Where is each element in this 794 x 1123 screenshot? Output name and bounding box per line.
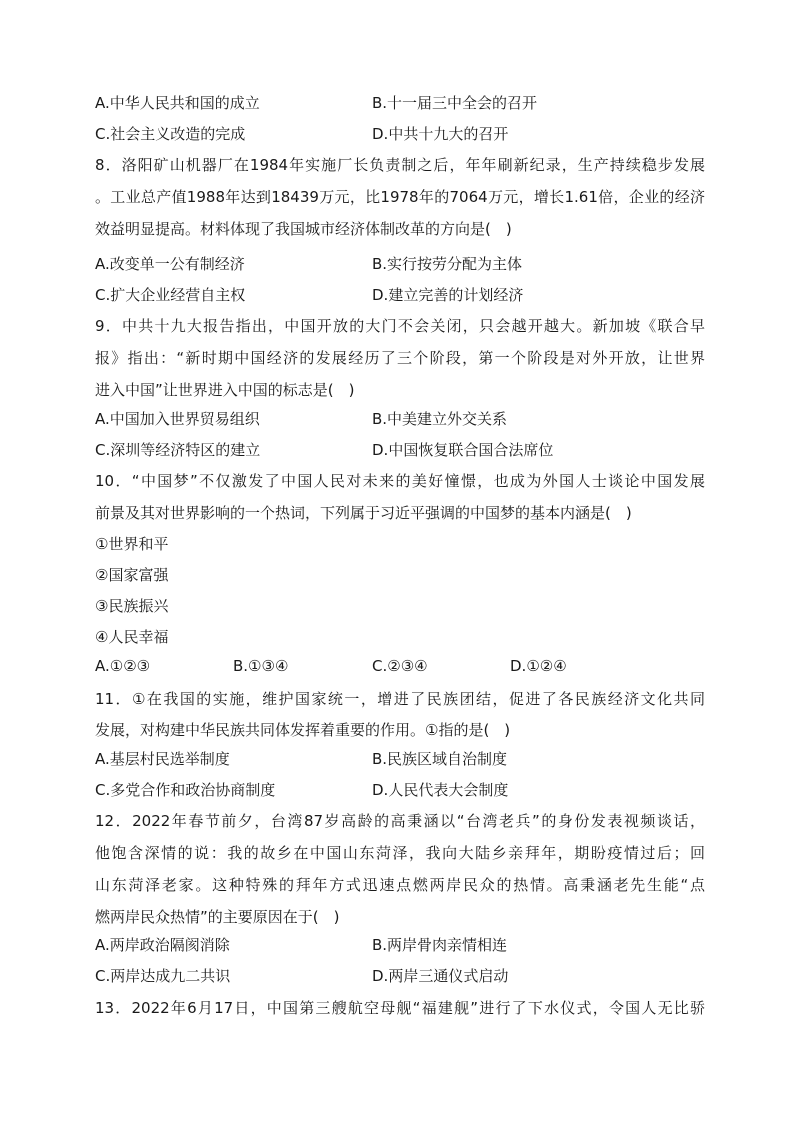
q7-option-c[interactable]: C.社会主义改造的完成 xyxy=(95,125,246,143)
q8-stem-line-1: 8．洛阳矿山机器厂在1984年实施厂长负责制之后，年年刷新纪录，生产持续稳步发展 xyxy=(95,156,705,174)
q12-stem-line-2: 他饱含深情的说：我的故乡在中国山东菏泽，我向大陆乡亲拜年，期盼疫情过后；回 xyxy=(95,844,705,862)
q10-item-3: ③民族振兴 xyxy=(95,597,169,615)
q8-option-a[interactable]: A.改变单一公有制经济 xyxy=(95,255,245,273)
q10-option-b[interactable]: B.①③④ xyxy=(233,657,289,675)
q9-option-d[interactable]: D.中国恢复联合国合法席位 xyxy=(372,441,554,459)
q10-stem-line-2: 前景及其对世界影响的一个热词，下列属于习近平强调的中国梦的基本内涵是( ) xyxy=(95,504,632,522)
q12-option-b[interactable]: B.两岸骨肉亲情相连 xyxy=(372,936,508,954)
q11-option-a[interactable]: A.基层村民选举制度 xyxy=(95,750,230,768)
q11-stem-line-2: 发展，对构建中华民族共同体发挥着重要的作用。①指的是( ) xyxy=(95,721,511,739)
q10-item-2: ②国家富强 xyxy=(95,566,169,584)
q10-option-d[interactable]: D.①②④ xyxy=(510,657,567,675)
q11-option-d[interactable]: D.人民代表大会制度 xyxy=(372,781,509,799)
q12-stem-line-1: 12．2022年春节前夕，台湾87岁高龄的高秉涵以“台湾老兵”的身份发表视频谈话， xyxy=(95,812,705,830)
q8-option-d[interactable]: D.建立完善的计划经济 xyxy=(372,286,524,304)
q11-stem-line-1: 11．①在我国的实施，维护国家统一，增进了民族团结，促进了各民族经济文化共同 xyxy=(95,690,705,708)
q9-stem-line-2: 报》指出：“新时期中国经济的发展经历了三个阶段，第一个阶段是对外开放，让世界 xyxy=(95,349,705,367)
q8-stem-line-3: 效益明显提高。材料体现了我国城市经济体制改革的方向是( ) xyxy=(95,220,512,238)
q12-option-c[interactable]: C.两岸达成九二共识 xyxy=(95,967,231,985)
q7-option-a[interactable]: A.中华人民共和国的成立 xyxy=(95,94,260,112)
q11-option-c[interactable]: C.多党合作和政治协商制度 xyxy=(95,781,276,799)
q10-item-4: ④人民幸福 xyxy=(95,628,169,646)
q9-stem-line-1: 9．中共十九大报告指出，中国开放的大门不会关闭，只会越开越大。新加坡《联合早 xyxy=(95,317,705,335)
q12-option-a[interactable]: A.两岸政治隔阂消除 xyxy=(95,936,230,954)
q7-option-d[interactable]: D.中共十九大的召开 xyxy=(372,125,509,143)
q13-stem-line-1: 13．2022年6月17日，中国第三艘航空母舰“福建舰”进行了下水仪式，令国人无比骄 xyxy=(95,999,705,1017)
q10-item-1: ①世界和平 xyxy=(95,535,169,553)
q8-option-b[interactable]: B.实行按劳分配为主体 xyxy=(372,255,523,273)
q9-option-a[interactable]: A.中国加入世界贸易组织 xyxy=(95,410,260,428)
q10-stem-line-1: 10．“中国梦”不仅激发了中国人民对未来的美好憧憬，也成为外国人士谈论中国发展 xyxy=(95,472,705,490)
q8-stem-line-2: 。工业总产值1988年达到18439万元，比1978年的7064万元，增长1.61倍，企业的经济 xyxy=(95,188,705,206)
q9-stem-line-3: 进入中国”让世界进入中国的标志是( ) xyxy=(95,381,355,399)
q11-option-b[interactable]: B.民族区域自治制度 xyxy=(372,750,508,768)
q12-stem-line-3: 山东菏泽老家。这种特殊的拜年方式迅速点燃两岸民众的热情。高秉涵老先生能“点 xyxy=(95,876,705,894)
q10-option-c[interactable]: C.②③④ xyxy=(372,657,428,675)
q9-option-b[interactable]: B.中美建立外交关系 xyxy=(372,410,508,428)
q7-option-b[interactable]: B.十一届三中全会的召开 xyxy=(372,94,538,112)
q10-option-a[interactable]: A.①②③ xyxy=(95,657,151,675)
q9-option-c[interactable]: C.深圳等经济特区的建立 xyxy=(95,441,261,459)
q12-stem-line-4: 燃两岸民众热情”的主要原因在于( ) xyxy=(95,908,340,926)
q12-option-d[interactable]: D.两岸三通仪式启动 xyxy=(372,967,509,985)
q8-option-c[interactable]: C.扩大企业经营自主权 xyxy=(95,286,246,304)
